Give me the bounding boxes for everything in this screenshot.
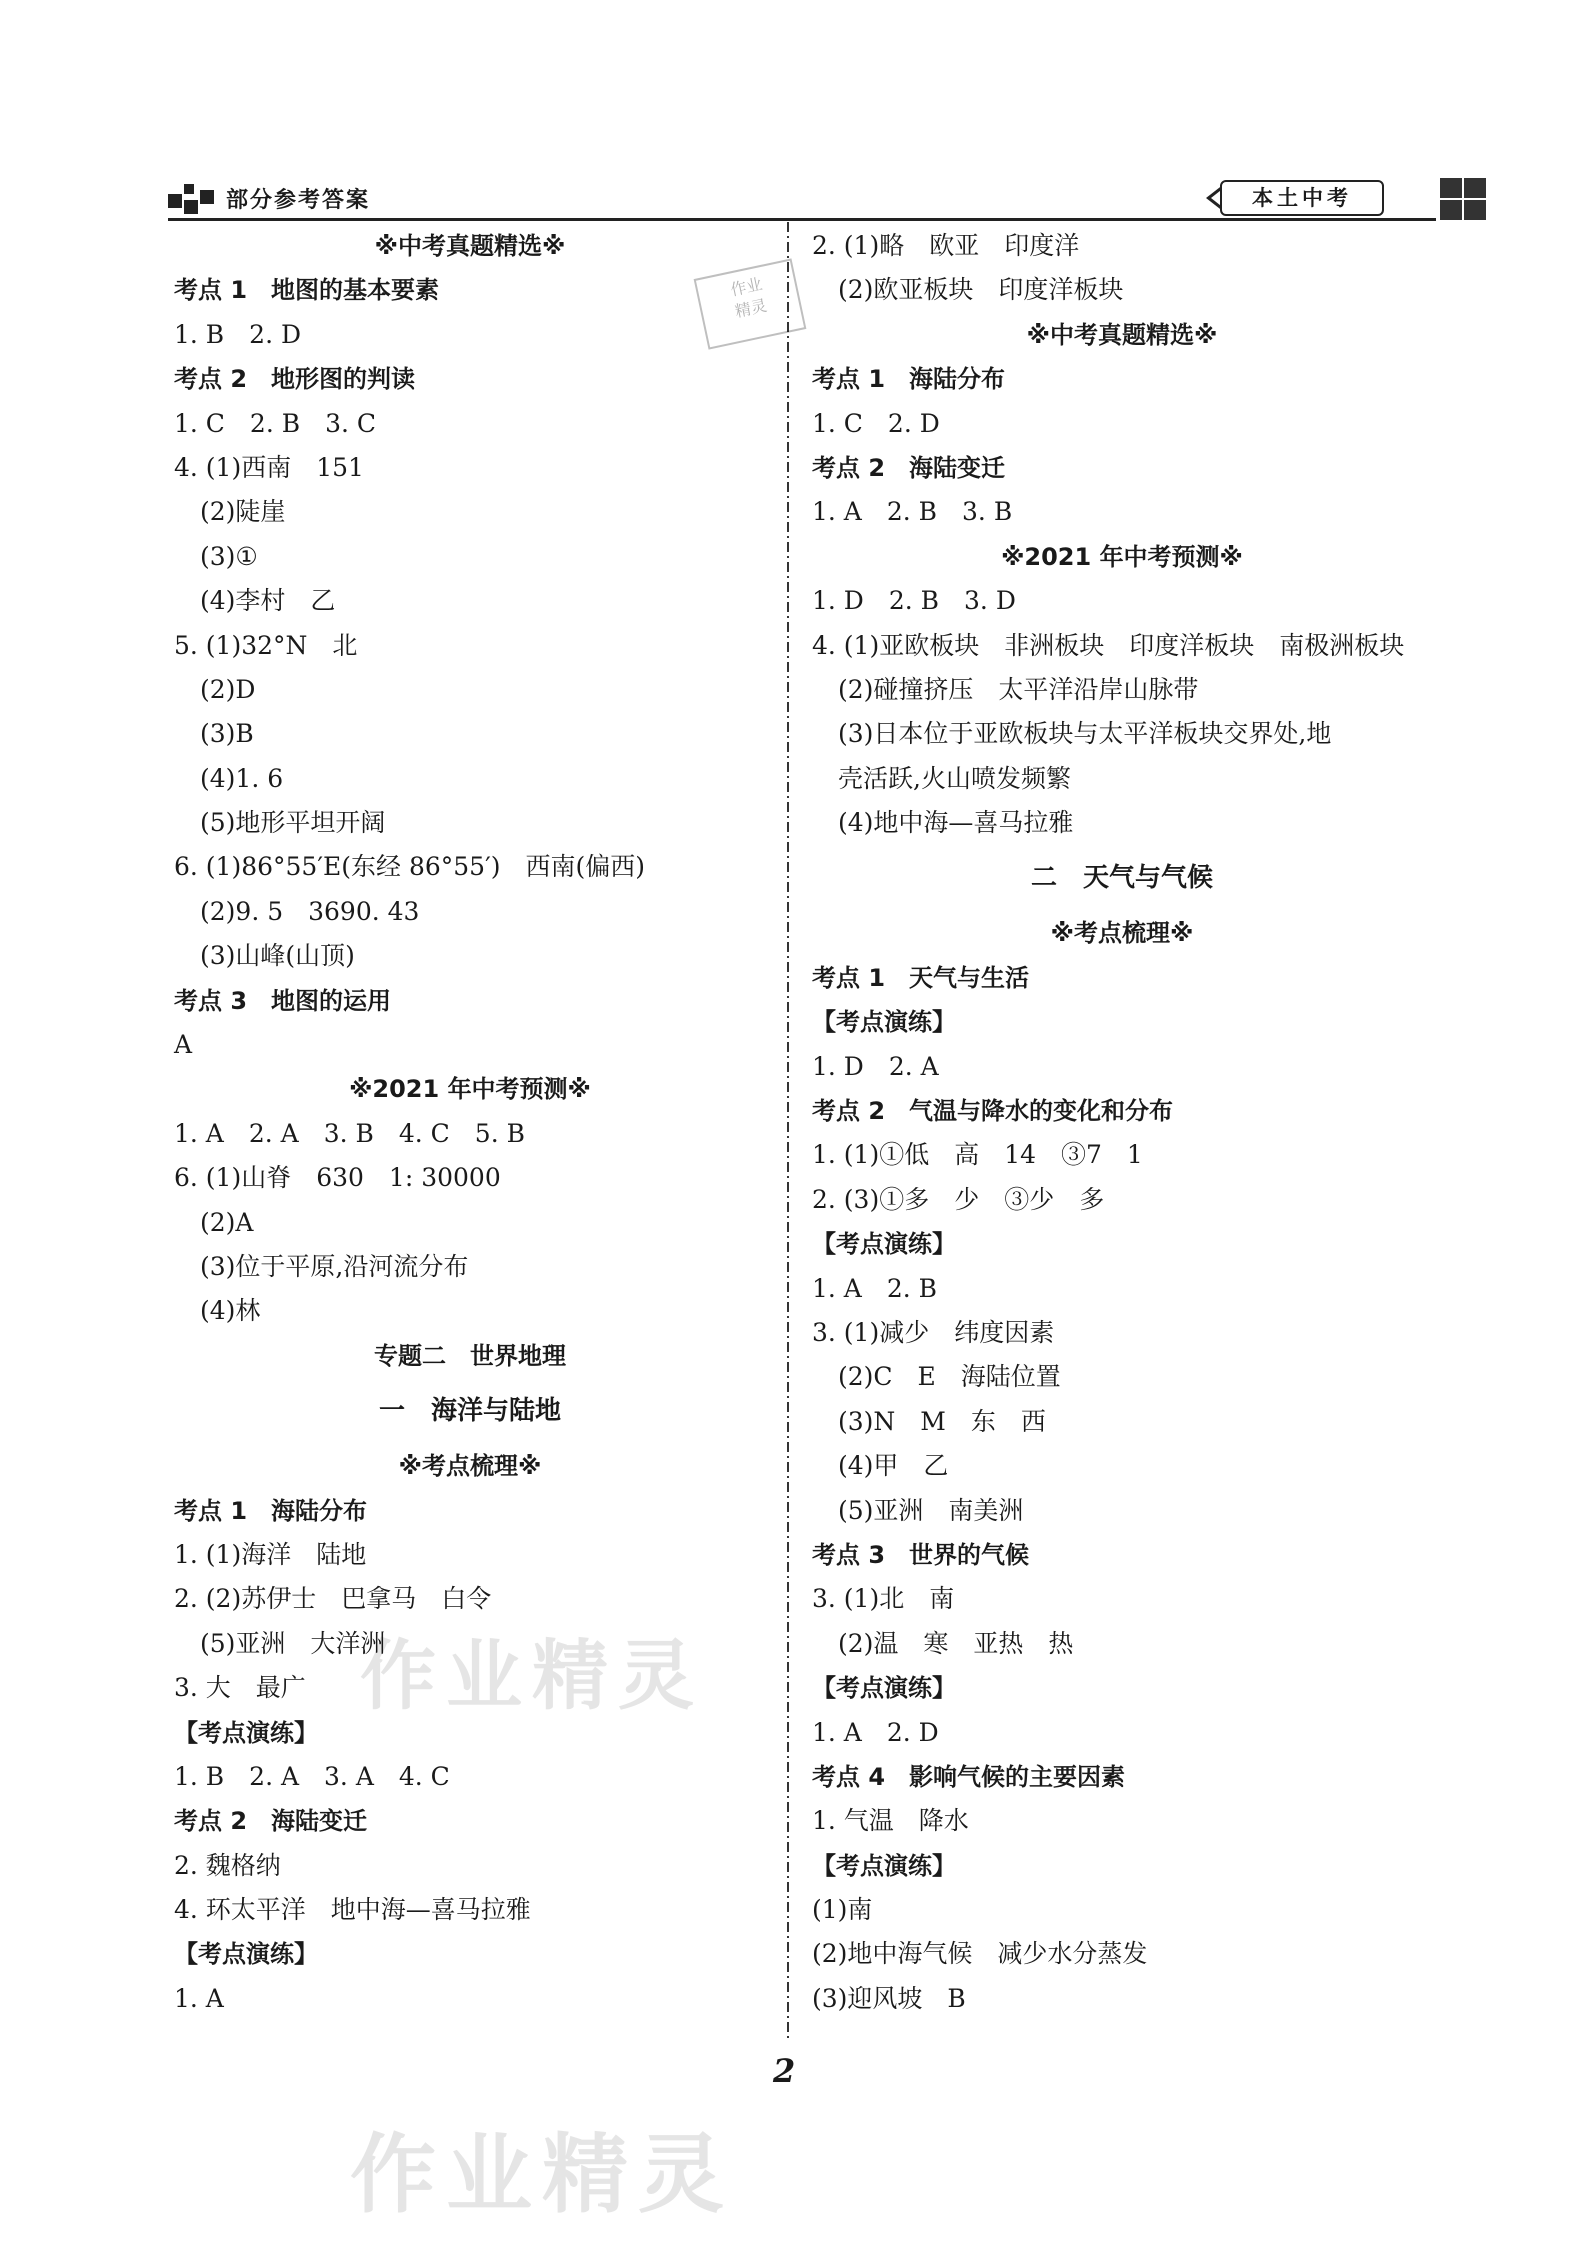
left-column xyxy=(174,224,766,2021)
left-line-12: (4)1. 6 xyxy=(200,763,284,793)
page-header xyxy=(168,180,1436,220)
left-line-21: 6. (1)山脊 630 1: 30000 xyxy=(174,1163,501,1193)
right-line-19: 考点 2 气温与降水的变化和分布 xyxy=(812,1097,1174,1126)
right-line-22: 【考点演练】 xyxy=(812,1230,956,1259)
right-line-21: 2. (3)①多 少 ③少 多 xyxy=(812,1184,1105,1214)
right-line-18: 1. D 2. A xyxy=(812,1051,939,1081)
header-decor-blocks-left xyxy=(168,184,220,216)
left-line-23: (3)位于平原,沿河流分布 xyxy=(200,1251,469,1281)
right-line-7: ※2021 年中考预测※ xyxy=(1001,542,1243,571)
left-line-7: (3)① xyxy=(200,541,258,571)
left-line-37: 4. 环太平洋 地中海—喜马拉雅 xyxy=(174,1895,531,1925)
left-line-34: 1. B 2. A 3. A 4. C xyxy=(174,1761,450,1791)
right-line-26: (3)N M 东 西 xyxy=(838,1406,1046,1436)
left-line-30: 2. (2)苏伊士 巴拿马 白令 xyxy=(174,1584,492,1614)
left-line-32: 3. 大 最广 xyxy=(174,1673,306,1703)
right-line-38: (2)地中海气候 减少水分蒸发 xyxy=(812,1939,1148,1969)
left-line-33: 【考点演练】 xyxy=(174,1718,318,1747)
right-line-16: 考点 1 天气与生活 xyxy=(812,963,1030,992)
left-line-5: 4. (1)西南 151 xyxy=(174,452,364,482)
right-line-30: 3. (1)北 南 xyxy=(812,1584,955,1614)
left-line-27: ※考点梳理※ xyxy=(398,1452,542,1481)
right-line-14: 二 天气与气候 xyxy=(1030,863,1213,894)
page-number: 2 xyxy=(773,2052,796,2090)
left-line-39: 1. A xyxy=(174,1983,224,2013)
left-line-1: 考点 1 地图的基本要素 xyxy=(174,276,440,305)
right-line-37: (1)南 xyxy=(812,1895,873,1925)
left-line-14: 6. (1)86°55′E(东经 86°55′) 西南(偏西) xyxy=(174,852,646,882)
left-line-28: 考点 1 海陆分布 xyxy=(174,1496,368,1525)
right-line-17: 【考点演练】 xyxy=(812,1008,956,1037)
left-line-13: (5)地形平坦开阔 xyxy=(200,808,386,838)
left-line-10: (2)D xyxy=(200,674,256,704)
left-line-4: 1. C 2. B 3. C xyxy=(174,408,377,438)
left-line-0: ※中考真题精选※ xyxy=(374,232,566,260)
right-line-27: (4)甲 乙 xyxy=(838,1451,949,1481)
right-line-6: 1. A 2. B 3. B xyxy=(812,497,1013,527)
column-divider xyxy=(786,222,790,2042)
right-line-4: 1. C 2. D xyxy=(812,408,940,438)
right-column xyxy=(812,224,1432,2021)
right-line-3: 考点 1 海陆分布 xyxy=(812,365,1006,394)
left-line-19: ※2021 年中考预测※ xyxy=(349,1075,591,1104)
header-title: 部分参考答案 xyxy=(226,188,371,213)
left-line-31: (5)亚洲 大洋洲 xyxy=(200,1628,386,1658)
left-line-24: (4)林 xyxy=(200,1296,261,1326)
right-line-11: (3)日本位于亚欧板块与太平洋板块交界处,地 xyxy=(838,719,1332,749)
right-line-13: (4)地中海—喜马拉雅 xyxy=(838,808,1074,838)
right-line-33: 1. A 2. D xyxy=(812,1717,939,1747)
right-line-23: 1. A 2. B xyxy=(812,1273,938,1303)
left-line-26: 一 海洋与陆地 xyxy=(378,1396,561,1427)
left-line-16: (3)山峰(山顶) xyxy=(200,941,355,971)
right-line-20: 1. (1)①低 高 14 ③7 1 xyxy=(812,1140,1143,1170)
right-line-35: 1. 气温 降水 xyxy=(812,1806,969,1836)
left-line-18: A xyxy=(174,1030,193,1060)
watermark-bottom: 作业精灵 xyxy=(350,2125,734,2225)
right-line-8: 1. D 2. B 3. D xyxy=(812,586,1016,616)
stamp-watermark: 作业 精灵 xyxy=(694,258,807,349)
right-line-2: ※中考真题精选※ xyxy=(1026,320,1218,349)
right-line-1: (2)欧亚板块 印度洋板块 xyxy=(838,275,1124,305)
right-line-15: ※考点梳理※ xyxy=(1050,919,1194,948)
left-line-25: 专题二 世界地理 xyxy=(374,1341,566,1370)
left-line-22: (2)A xyxy=(200,1207,254,1237)
left-line-38: 【考点演练】 xyxy=(174,1940,318,1969)
left-line-11: (3)B xyxy=(200,719,254,749)
right-line-34: 考点 4 影响气候的主要因素 xyxy=(812,1762,1126,1791)
right-line-32: 【考点演练】 xyxy=(812,1674,956,1703)
right-line-5: 考点 2 海陆变迁 xyxy=(812,453,1006,482)
left-line-3: 考点 2 地形图的判读 xyxy=(174,365,416,394)
right-line-25: (2)C E 海陆位置 xyxy=(838,1362,1061,1392)
right-line-24: 3. (1)减少 纬度因素 xyxy=(812,1317,1055,1347)
right-line-10: (2)碰撞挤压 太平洋沿岸山脉带 xyxy=(838,674,1199,704)
right-line-28: (5)亚洲 南美洲 xyxy=(838,1495,1024,1525)
right-line-36: 【考点演练】 xyxy=(812,1851,956,1880)
right-line-9: 4. (1)亚欧板块 非洲板块 印度洋板块 南极洲板块 xyxy=(812,630,1405,660)
left-line-8: (4)李村 乙 xyxy=(200,586,336,616)
right-line-29: 考点 3 世界的气候 xyxy=(812,1540,1030,1569)
right-line-12: 壳活跃,火山喷发频繁 xyxy=(838,763,1071,793)
right-line-31: (2)温 寒 亚热 热 xyxy=(838,1628,1074,1658)
header-decor-blocks-right xyxy=(1440,178,1488,222)
watermark-middle: 作业精灵 xyxy=(360,1631,704,1720)
left-line-9: 5. (1)32°N 北 xyxy=(174,630,358,660)
left-line-6: (2)陡崖 xyxy=(200,497,286,527)
left-line-17: 考点 3 地图的运用 xyxy=(174,986,392,1015)
header-rule xyxy=(168,218,1436,221)
left-line-2: 1. B 2. D xyxy=(174,319,302,349)
right-line-39: (3)迎风坡 B xyxy=(812,1983,966,2013)
left-line-29: 1. (1)海洋 陆地 xyxy=(174,1539,367,1569)
left-line-35: 考点 2 海陆变迁 xyxy=(174,1807,368,1836)
left-line-20: 1. A 2. A 3. B 4. C 5. B xyxy=(174,1118,525,1148)
right-line-0: 2. (1)略 欧亚 印度洋 xyxy=(812,231,1080,260)
left-line-15: (2)9. 5 3690. 43 xyxy=(200,896,420,926)
left-line-36: 2. 魏格纳 xyxy=(174,1850,281,1880)
header-tag: 本土中考 xyxy=(1220,180,1384,216)
